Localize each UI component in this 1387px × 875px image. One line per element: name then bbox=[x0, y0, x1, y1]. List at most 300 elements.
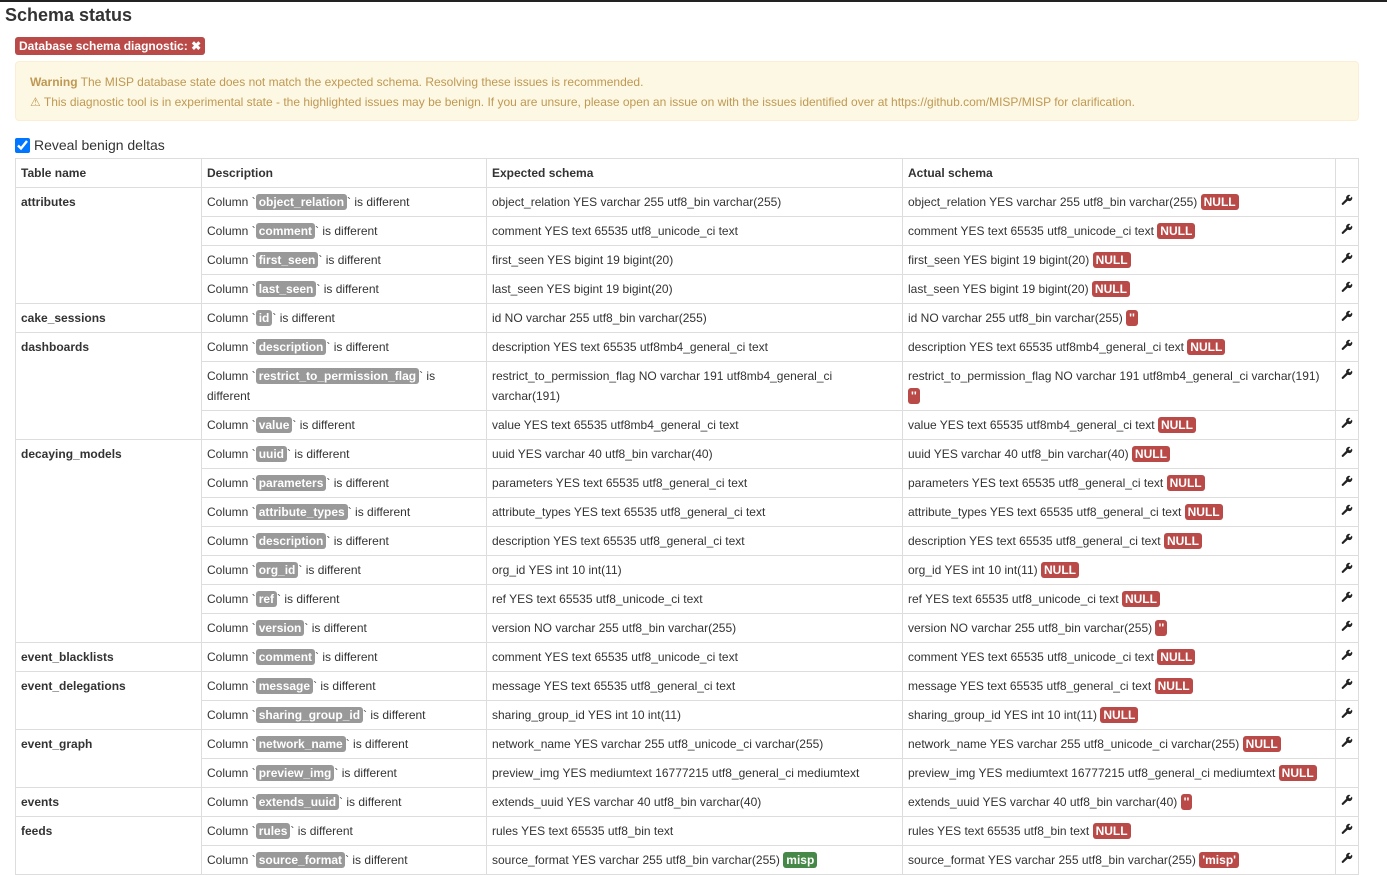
column-prefix: Column ` bbox=[207, 340, 256, 354]
expected-cell bbox=[487, 585, 903, 614]
column-prefix: Column ` bbox=[207, 505, 256, 519]
expected-cell bbox=[487, 788, 903, 817]
wrench-icon[interactable] bbox=[1341, 194, 1353, 209]
wrench-icon[interactable] bbox=[1341, 446, 1353, 461]
header-actions bbox=[1336, 159, 1359, 188]
expected-schema: value YES text 65535 utf8mb4_general_ci text bbox=[492, 418, 739, 432]
column-suffix: ` is different bbox=[207, 369, 436, 403]
fix-cell bbox=[1336, 701, 1359, 730]
expected-schema: id NO varchar 255 utf8_bin varchar(255) bbox=[492, 311, 707, 325]
wrench-icon[interactable] bbox=[1341, 707, 1353, 722]
table-row bbox=[16, 304, 1359, 333]
fix-cell bbox=[1336, 672, 1359, 701]
column-name-label: preview_img bbox=[256, 765, 335, 781]
column-suffix: ` is different bbox=[272, 311, 335, 325]
wrench-icon[interactable] bbox=[1341, 310, 1353, 325]
description-cell bbox=[202, 440, 487, 469]
column-name-label: restrict_to_permission_flag bbox=[256, 368, 419, 384]
table-row bbox=[16, 643, 1359, 672]
column-suffix: ` is different bbox=[345, 737, 409, 751]
actual-schema: source_format YES varchar 255 utf8_bin varchar(255) bbox=[908, 853, 1196, 867]
column-prefix: Column ` bbox=[207, 369, 256, 383]
table-row bbox=[16, 440, 1359, 469]
actual-default-badge: NULL bbox=[1132, 446, 1170, 462]
column-suffix: ` is different bbox=[347, 505, 411, 519]
expected-schema: parameters YES text 65535 utf8_general_ci text bbox=[492, 476, 748, 490]
table-row bbox=[16, 701, 1359, 730]
column-name-label: version bbox=[256, 620, 305, 636]
actual-default-badge: NULL bbox=[1164, 533, 1202, 549]
fix-cell bbox=[1336, 362, 1359, 411]
column-name-label: parameters bbox=[256, 475, 327, 491]
description-cell bbox=[202, 730, 487, 759]
actual-cell bbox=[903, 333, 1336, 362]
actual-cell bbox=[903, 275, 1336, 304]
actual-schema: object_relation YES varchar 255 utf8_bin varchar(255) bbox=[908, 195, 1198, 209]
table-row bbox=[16, 469, 1359, 498]
description-cell bbox=[202, 188, 487, 217]
expected-schema: ref YES text 65535 utf8_unicode_ci text bbox=[492, 592, 703, 606]
expected-schema: rules YES text 65535 utf8_bin text bbox=[492, 824, 674, 838]
description-cell bbox=[202, 672, 487, 701]
expected-cell bbox=[487, 275, 903, 304]
actual-schema: rules YES text 65535 utf8_bin text bbox=[908, 824, 1090, 838]
expected-schema: first_seen YES bigint 19 bigint(20) bbox=[492, 253, 674, 267]
actual-cell bbox=[903, 672, 1336, 701]
description-cell bbox=[202, 217, 487, 246]
table-row bbox=[16, 411, 1359, 440]
actual-default-badge: 'misp' bbox=[1199, 852, 1239, 868]
checkbox-label: Reveal benign deltas bbox=[34, 137, 165, 153]
expected-cell bbox=[487, 246, 903, 275]
table-name: feeds bbox=[16, 817, 202, 875]
header-actual: Actual schema bbox=[903, 159, 1336, 188]
actual-default-badge: NULL bbox=[1279, 765, 1317, 781]
column-name-label: object_relation bbox=[256, 194, 347, 210]
actual-schema: network_name YES varchar 255 utf8_unicode_ci varchar(255) bbox=[908, 737, 1240, 751]
expected-cell bbox=[487, 411, 903, 440]
warning-alert bbox=[15, 61, 1359, 121]
expected-cell bbox=[487, 469, 903, 498]
page-title: Schema status bbox=[5, 5, 133, 25]
column-prefix: Column ` bbox=[207, 311, 256, 325]
fix-cell bbox=[1336, 817, 1359, 846]
fix-cell bbox=[1336, 788, 1359, 817]
column-name-label: extends_uuid bbox=[256, 794, 339, 810]
expected-cell bbox=[487, 846, 903, 875]
description-cell bbox=[202, 275, 487, 304]
expected-cell bbox=[487, 527, 903, 556]
column-prefix: Column ` bbox=[207, 853, 256, 867]
expected-default-badge: misp bbox=[783, 852, 817, 868]
column-suffix: ` is different bbox=[334, 766, 397, 780]
table-row bbox=[16, 498, 1359, 527]
actual-default-badge: NULL bbox=[1093, 252, 1131, 268]
column-suffix: ` is different bbox=[315, 224, 378, 238]
fix-cell bbox=[1336, 614, 1359, 643]
table-row bbox=[16, 846, 1359, 875]
wrench-icon[interactable] bbox=[1341, 591, 1353, 606]
actual-cell bbox=[903, 304, 1336, 333]
column-suffix: ` is different bbox=[290, 824, 353, 838]
expected-cell bbox=[487, 643, 903, 672]
actual-schema: parameters YES text 65535 utf8_general_ci text bbox=[908, 476, 1164, 490]
expected-cell bbox=[487, 759, 903, 788]
expected-schema: extends_uuid YES varchar 40 utf8_bin varchar(40) bbox=[492, 795, 762, 809]
header-expected: Expected schema bbox=[487, 159, 903, 188]
expected-schema: object_relation YES varchar 255 utf8_bin varchar(255) bbox=[492, 195, 782, 209]
expected-cell bbox=[487, 304, 903, 333]
wrench-icon[interactable] bbox=[1341, 368, 1353, 383]
actual-default-badge: NULL bbox=[1201, 194, 1239, 210]
expected-cell bbox=[487, 440, 903, 469]
wrench-icon[interactable] bbox=[1341, 678, 1353, 693]
expected-cell bbox=[487, 188, 903, 217]
column-prefix: Column ` bbox=[207, 563, 256, 577]
table-name: event_blacklists bbox=[16, 643, 202, 672]
column-prefix: Column ` bbox=[207, 476, 256, 490]
column-prefix: Column ` bbox=[207, 737, 256, 751]
actual-default-badge: NULL bbox=[1185, 504, 1223, 520]
description-cell bbox=[202, 643, 487, 672]
column-name-label: attribute_types bbox=[256, 504, 348, 520]
table-row bbox=[16, 188, 1359, 217]
expected-schema: sharing_group_id YES int 10 int(11) bbox=[492, 708, 682, 722]
table-row bbox=[16, 333, 1359, 362]
wrench-icon[interactable] bbox=[1341, 281, 1353, 296]
expected-cell bbox=[487, 730, 903, 759]
table-row bbox=[16, 817, 1359, 846]
expected-schema: comment YES text 65535 utf8_unicode_ci text bbox=[492, 650, 738, 664]
actual-cell bbox=[903, 188, 1336, 217]
actual-default-badge: '' bbox=[1126, 310, 1138, 326]
expected-schema: description YES text 65535 utf8_general_ci text bbox=[492, 534, 745, 548]
header-description: Description bbox=[202, 159, 487, 188]
wrench-icon[interactable] bbox=[1341, 223, 1353, 238]
reveal-benign-checkbox[interactable] bbox=[15, 138, 30, 153]
column-suffix: ` is different bbox=[326, 476, 389, 490]
table-name: dashboards bbox=[16, 333, 202, 440]
column-prefix: Column ` bbox=[207, 224, 256, 238]
expected-cell bbox=[487, 333, 903, 362]
fix-cell bbox=[1336, 188, 1359, 217]
table-row bbox=[16, 275, 1359, 304]
column-suffix: ` is different bbox=[315, 650, 378, 664]
column-name-label: sharing_group_id bbox=[256, 707, 363, 723]
table-row bbox=[16, 614, 1359, 643]
actual-schema: comment YES text 65535 utf8_unicode_ci text bbox=[908, 224, 1154, 238]
fix-cell bbox=[1336, 556, 1359, 585]
table-row bbox=[16, 362, 1359, 411]
actual-cell bbox=[903, 788, 1336, 817]
column-suffix: ` is different bbox=[304, 621, 367, 635]
column-prefix: Column ` bbox=[207, 679, 256, 693]
column-prefix: Column ` bbox=[207, 253, 256, 267]
description-cell bbox=[202, 469, 487, 498]
column-suffix: ` is different bbox=[345, 853, 408, 867]
expected-schema: description YES text 65535 utf8mb4_general_ci text bbox=[492, 340, 768, 354]
actual-default-badge: NULL bbox=[1167, 475, 1205, 491]
description-cell bbox=[202, 411, 487, 440]
fix-cell bbox=[1336, 759, 1359, 788]
actual-cell bbox=[903, 440, 1336, 469]
fix-cell bbox=[1336, 527, 1359, 556]
actual-default-badge: NULL bbox=[1187, 339, 1225, 355]
column-name-label: ref bbox=[256, 591, 277, 607]
diagnostic-badge bbox=[15, 37, 205, 55]
column-name-label: message bbox=[256, 678, 313, 694]
description-cell bbox=[202, 701, 487, 730]
description-cell bbox=[202, 846, 487, 875]
column-name-label: value bbox=[256, 417, 293, 433]
actual-default-badge: NULL bbox=[1122, 591, 1160, 607]
actual-default-badge: NULL bbox=[1093, 823, 1131, 839]
column-name-label: description bbox=[256, 339, 327, 355]
table-row bbox=[16, 217, 1359, 246]
column-suffix: ` is different bbox=[326, 340, 389, 354]
actual-schema: org_id YES int 10 int(11) bbox=[908, 563, 1038, 577]
actual-cell bbox=[903, 498, 1336, 527]
table-row bbox=[16, 527, 1359, 556]
wrench-icon[interactable] bbox=[1341, 620, 1353, 635]
table-name: event_delegations bbox=[16, 672, 202, 730]
expected-cell bbox=[487, 362, 903, 411]
expected-schema: preview_img YES mediumtext 16777215 utf8_general_ci mediumtext bbox=[492, 766, 860, 780]
fix-cell bbox=[1336, 304, 1359, 333]
wrench-icon[interactable] bbox=[1341, 562, 1353, 577]
column-suffix: ` is different bbox=[318, 253, 381, 267]
actual-default-badge: '' bbox=[1155, 620, 1167, 636]
actual-schema: version NO varchar 255 utf8_bin varchar(255) bbox=[908, 621, 1153, 635]
actual-default-badge: NULL bbox=[1092, 281, 1130, 297]
table-row bbox=[16, 672, 1359, 701]
column-prefix: Column ` bbox=[207, 282, 256, 296]
actual-schema: restrict_to_permission_flag NO varchar 191 utf8mb4_general_ci varchar(191) bbox=[908, 369, 1320, 383]
expected-schema: network_name YES varchar 255 utf8_unicode_ci varchar(255) bbox=[492, 737, 824, 751]
header-table-name: Table name bbox=[16, 159, 202, 188]
actual-cell bbox=[903, 556, 1336, 585]
table-name: attributes bbox=[16, 188, 202, 304]
column-suffix: ` is different bbox=[363, 708, 426, 722]
wrench-icon[interactable] bbox=[1341, 475, 1353, 490]
actual-default-badge: '' bbox=[908, 388, 920, 404]
description-cell bbox=[202, 333, 487, 362]
actual-schema: last_seen YES bigint 19 bigint(20) bbox=[908, 282, 1089, 296]
wrench-icon[interactable] bbox=[1341, 823, 1353, 838]
actual-cell bbox=[903, 846, 1336, 875]
column-suffix: ` is different bbox=[316, 282, 379, 296]
table-row bbox=[16, 759, 1359, 788]
table-row bbox=[16, 556, 1359, 585]
column-prefix: Column ` bbox=[207, 621, 256, 635]
description-cell bbox=[202, 614, 487, 643]
actual-default-badge: NULL bbox=[1100, 707, 1138, 723]
diagnostic-label: Database schema diagnostic: bbox=[19, 39, 188, 53]
column-suffix: ` is different bbox=[277, 592, 340, 606]
column-name-label: description bbox=[256, 533, 327, 549]
column-prefix: Column ` bbox=[207, 795, 256, 809]
actual-schema: value YES text 65535 utf8mb4_general_ci text bbox=[908, 418, 1155, 432]
warning-text: The MISP database state does not match the expected schema. Resolving these issues is recommended. bbox=[77, 75, 644, 89]
actual-cell bbox=[903, 614, 1336, 643]
fix-cell bbox=[1336, 411, 1359, 440]
column-suffix: ` is different bbox=[347, 195, 410, 209]
description-cell bbox=[202, 556, 487, 585]
actual-schema: extends_uuid YES varchar 40 utf8_bin varchar(40) bbox=[908, 795, 1178, 809]
wrench-icon[interactable] bbox=[1341, 252, 1353, 267]
wrench-icon[interactable] bbox=[1341, 852, 1353, 867]
wrench-icon[interactable] bbox=[1341, 649, 1353, 664]
column-prefix: Column ` bbox=[207, 418, 256, 432]
column-name-label: rules bbox=[256, 823, 291, 839]
actual-cell bbox=[903, 217, 1336, 246]
table-name: event_graph bbox=[16, 730, 202, 788]
column-suffix: ` is different bbox=[339, 795, 402, 809]
column-name-label: last_seen bbox=[256, 281, 317, 297]
table-name: events bbox=[16, 788, 202, 817]
actual-cell bbox=[903, 246, 1336, 275]
actual-schema: first_seen YES bigint 19 bigint(20) bbox=[908, 253, 1090, 267]
column-name-label: org_id bbox=[256, 562, 299, 578]
expected-cell bbox=[487, 701, 903, 730]
column-prefix: Column ` bbox=[207, 650, 256, 664]
expected-cell bbox=[487, 817, 903, 846]
actual-default-badge: NULL bbox=[1243, 736, 1281, 752]
fix-cell bbox=[1336, 469, 1359, 498]
column-name-label: id bbox=[256, 310, 273, 326]
description-cell bbox=[202, 246, 487, 275]
actual-schema: attribute_types YES text 65535 utf8_general_ci text bbox=[908, 505, 1182, 519]
column-name-label: comment bbox=[256, 649, 315, 665]
fix-cell bbox=[1336, 643, 1359, 672]
column-suffix: ` is different bbox=[326, 534, 389, 548]
actual-schema: description YES text 65535 utf8mb4_general_ci text bbox=[908, 340, 1184, 354]
table-name: cake_sessions bbox=[16, 304, 202, 333]
description-cell bbox=[202, 817, 487, 846]
expected-schema: last_seen YES bigint 19 bigint(20) bbox=[492, 282, 673, 296]
fix-cell bbox=[1336, 846, 1359, 875]
actual-schema: preview_img YES mediumtext 16777215 utf8_general_ci mediumtext bbox=[908, 766, 1276, 780]
expected-schema: org_id YES int 10 int(11) bbox=[492, 563, 622, 577]
expected-cell bbox=[487, 498, 903, 527]
table-row bbox=[16, 788, 1359, 817]
column-name-label: network_name bbox=[256, 736, 346, 752]
actual-default-badge: NULL bbox=[1041, 562, 1079, 578]
column-prefix: Column ` bbox=[207, 534, 256, 548]
reveal-benign-deltas[interactable] bbox=[15, 137, 1387, 153]
expected-schema: message YES text 65535 utf8_general_ci text bbox=[492, 679, 736, 693]
actual-schema: comment YES text 65535 utf8_unicode_ci text bbox=[908, 650, 1154, 664]
column-prefix: Column ` bbox=[207, 766, 256, 780]
column-name-label: comment bbox=[256, 223, 315, 239]
expected-schema: source_format YES varchar 255 utf8_bin varchar(255) bbox=[492, 853, 780, 867]
column-prefix: Column ` bbox=[207, 447, 256, 461]
column-prefix: Column ` bbox=[207, 708, 256, 722]
wrench-icon[interactable] bbox=[1341, 533, 1353, 548]
wrench-icon[interactable] bbox=[1341, 417, 1353, 432]
description-cell bbox=[202, 585, 487, 614]
description-cell bbox=[202, 498, 487, 527]
column-suffix: ` is different bbox=[287, 447, 350, 461]
actual-default-badge: NULL bbox=[1158, 417, 1196, 433]
actual-default-badge: NULL bbox=[1157, 649, 1195, 665]
actual-cell bbox=[903, 643, 1336, 672]
fix-cell bbox=[1336, 440, 1359, 469]
fix-cell bbox=[1336, 730, 1359, 759]
description-cell bbox=[202, 527, 487, 556]
column-prefix: Column ` bbox=[207, 195, 256, 209]
actual-cell bbox=[903, 411, 1336, 440]
expected-cell bbox=[487, 672, 903, 701]
error-x-icon: ✖ bbox=[191, 39, 202, 53]
expected-schema: uuid YES varchar 40 utf8_bin varchar(40) bbox=[492, 447, 713, 461]
warning-strong: Warning bbox=[30, 75, 78, 89]
column-suffix: ` is different bbox=[292, 418, 355, 432]
actual-schema: message YES text 65535 utf8_general_ci text bbox=[908, 679, 1152, 693]
wrench-icon[interactable] bbox=[1341, 339, 1353, 354]
actual-cell bbox=[903, 527, 1336, 556]
actual-cell bbox=[903, 585, 1336, 614]
description-cell bbox=[202, 362, 487, 411]
fix-cell bbox=[1336, 246, 1359, 275]
table-row bbox=[16, 730, 1359, 759]
actual-default-badge: '' bbox=[1181, 794, 1193, 810]
description-cell bbox=[202, 304, 487, 333]
expected-schema: comment YES text 65535 utf8_unicode_ci text bbox=[492, 224, 738, 238]
fix-cell bbox=[1336, 498, 1359, 527]
column-prefix: Column ` bbox=[207, 824, 256, 838]
fix-cell bbox=[1336, 217, 1359, 246]
expected-schema: version NO varchar 255 utf8_bin varchar(255) bbox=[492, 621, 737, 635]
actual-schema: sharing_group_id YES int 10 int(11) bbox=[908, 708, 1098, 722]
actual-cell bbox=[903, 759, 1336, 788]
actual-cell bbox=[903, 701, 1336, 730]
column-prefix: Column ` bbox=[207, 592, 256, 606]
column-suffix: ` is different bbox=[298, 563, 361, 577]
actual-default-badge: NULL bbox=[1157, 223, 1195, 239]
fix-cell bbox=[1336, 275, 1359, 304]
table-row bbox=[16, 246, 1359, 275]
description-cell bbox=[202, 788, 487, 817]
column-name-label: source_format bbox=[256, 852, 345, 868]
actual-default-badge: NULL bbox=[1155, 678, 1193, 694]
description-cell bbox=[202, 759, 487, 788]
expected-cell bbox=[487, 556, 903, 585]
expected-cell bbox=[487, 217, 903, 246]
fix-cell bbox=[1336, 585, 1359, 614]
wrench-icon[interactable] bbox=[1341, 504, 1353, 519]
actual-cell bbox=[903, 817, 1336, 846]
schema-table bbox=[15, 158, 1359, 875]
table-name: decaying_models bbox=[16, 440, 202, 643]
actual-schema: id NO varchar 255 utf8_bin varchar(255) bbox=[908, 311, 1123, 325]
column-name-label: uuid bbox=[256, 446, 287, 462]
actual-cell bbox=[903, 730, 1336, 759]
expected-cell bbox=[487, 614, 903, 643]
actual-schema: uuid YES varchar 40 utf8_bin varchar(40) bbox=[908, 447, 1129, 461]
warning-line2: ⚠ This diagnostic tool is in experimental state - the highlighted issues may be benign. If you are unsure, please open an issue on with the issues identified over at https://github.com/MISP/MISP for clarification. bbox=[30, 95, 1135, 109]
expected-schema: attribute_types YES text 65535 utf8_general_ci text bbox=[492, 505, 766, 519]
table-row bbox=[16, 585, 1359, 614]
expected-schema: restrict_to_permission_flag NO varchar 191 utf8mb4_general_ci varchar(191) bbox=[492, 369, 833, 403]
actual-schema: ref YES text 65535 utf8_unicode_ci text bbox=[908, 592, 1119, 606]
column-name-label: first_seen bbox=[256, 252, 319, 268]
actual-cell bbox=[903, 362, 1336, 411]
wrench-icon[interactable] bbox=[1341, 794, 1353, 809]
fix-cell bbox=[1336, 333, 1359, 362]
wrench-icon[interactable] bbox=[1341, 736, 1353, 751]
column-suffix: ` is different bbox=[313, 679, 376, 693]
